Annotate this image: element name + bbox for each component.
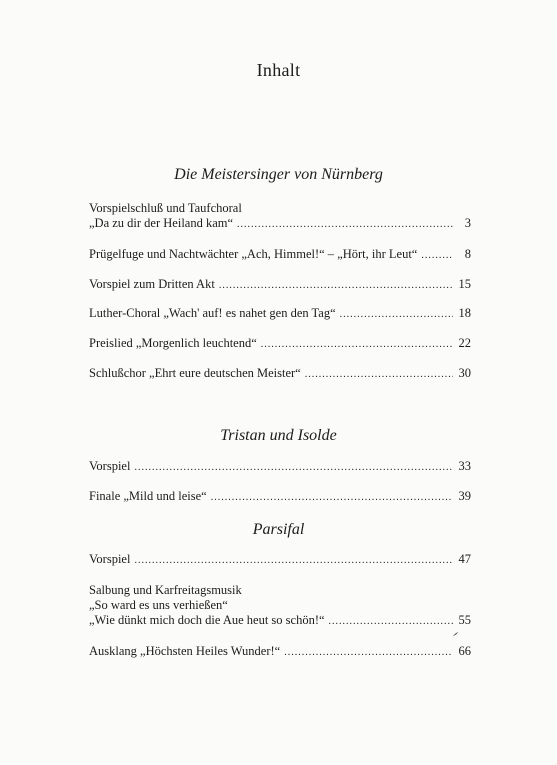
page-number: 66 xyxy=(458,644,471,658)
entry-line: Vorspiel xyxy=(89,459,131,473)
toc-entry xyxy=(89,247,471,263)
dot-leader xyxy=(134,460,453,475)
dot-leader xyxy=(261,337,453,352)
dot-leader xyxy=(211,490,453,505)
entry-line: Preislied „Morgenlich leuchtend“ xyxy=(89,336,257,350)
toc-entry xyxy=(89,366,471,382)
entry-line: „Wie dünkt mich doch die Aue heut so schön!“ xyxy=(89,613,325,627)
toc-entry xyxy=(89,489,471,505)
page-number: 22 xyxy=(458,336,471,350)
toc-entry xyxy=(89,644,471,660)
entry-line: Ausklang „Höchsten Heiles Wunder!“ xyxy=(89,644,281,658)
page-number: 8 xyxy=(464,247,471,261)
dot-leader xyxy=(421,248,453,263)
entry-line: Vorspielschluß und Taufchoral xyxy=(89,201,242,215)
dot-leader xyxy=(305,367,453,382)
toc-entry xyxy=(89,277,471,293)
page-number: 47 xyxy=(458,552,471,566)
page-number: 39 xyxy=(458,489,471,503)
entry-line: Vorspiel zum Dritten Akt xyxy=(89,277,215,291)
dot-leader xyxy=(219,278,453,293)
dot-leader xyxy=(340,307,453,322)
section-title-meistersinger: Die Meistersinger von Nürnberg xyxy=(174,166,383,183)
entry-line: Prügelfuge und Nachtwächter „Ach, Himmel!“ – „Hört, ihr Leut“ xyxy=(89,247,418,261)
entry-line: Vorspiel xyxy=(89,552,131,566)
entry-line: Luther-Choral „Wach' auf! es nahet gen den Tag“ xyxy=(89,306,336,320)
toc-entry xyxy=(89,459,471,475)
entry-line: Finale „Mild und leise“ xyxy=(89,489,207,503)
page-number: 33 xyxy=(458,459,471,473)
dot-leader xyxy=(134,553,453,568)
dot-leader xyxy=(284,645,453,660)
ink-speck-icon xyxy=(452,631,459,637)
entry-line: Schlußchor „Ehrt eure deutschen Meister“ xyxy=(89,366,301,380)
section-title-parsifal: Parsifal xyxy=(252,521,305,538)
toc-entry xyxy=(89,552,471,568)
page-number: 3 xyxy=(464,216,471,230)
entry-line: Salbung und Karfreitagsmusik xyxy=(89,583,242,597)
entry-line: „Da zu dir der Heiland kam“ xyxy=(89,216,234,230)
page-title: Inhalt xyxy=(256,60,301,80)
page-number: 18 xyxy=(458,306,471,320)
toc-entry xyxy=(89,306,471,322)
dot-leader xyxy=(237,217,453,232)
page-number: 55 xyxy=(458,613,471,627)
section-title-tristan: Tristan und Isolde xyxy=(220,427,337,444)
dot-leader xyxy=(329,614,453,629)
toc-entry xyxy=(89,201,471,232)
entry-line: „So ward es uns verhießen“ xyxy=(89,598,228,612)
page-number: 15 xyxy=(458,277,471,291)
page-number: 30 xyxy=(458,366,471,380)
toc-entry xyxy=(89,336,471,352)
toc-entry xyxy=(89,583,471,629)
